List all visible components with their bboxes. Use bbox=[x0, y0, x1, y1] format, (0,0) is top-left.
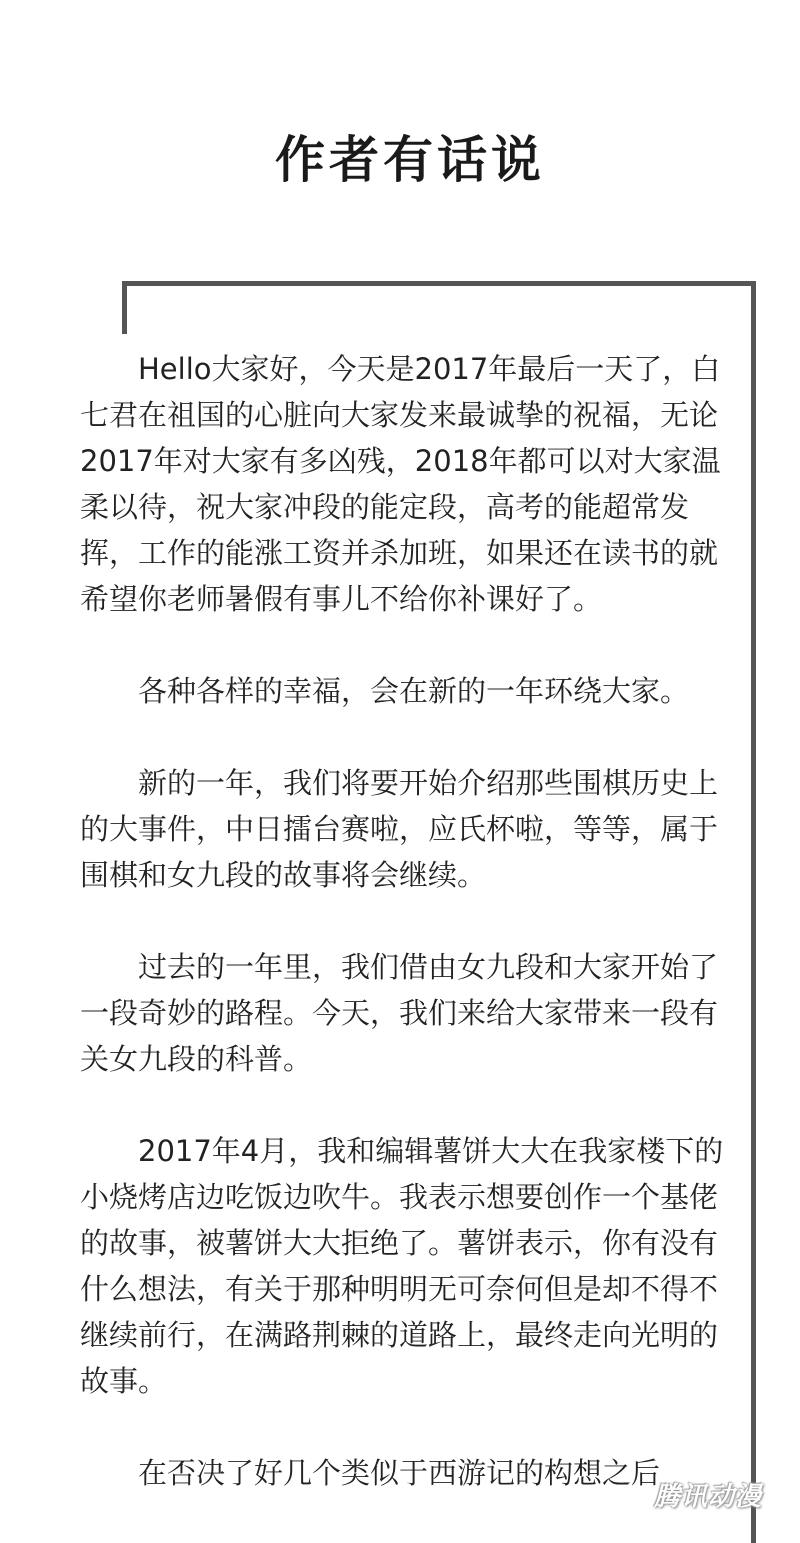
frame-right-border bbox=[751, 281, 756, 1543]
frame-left-border bbox=[122, 281, 127, 334]
paragraph: 过去的一年里，我们借由女九段和大家开始了一段奇妙的路程。今天，我们来给大家带来一段有关女九段的科普。 bbox=[80, 950, 719, 1076]
frame-top-border bbox=[122, 281, 756, 286]
page-title: 作者有话说 bbox=[275, 130, 545, 189]
watermark-logo: 腾讯动漫 bbox=[654, 1482, 763, 1512]
paragraph: 在否决了好几个类似于西游记的构想之后 bbox=[138, 1456, 661, 1490]
paragraph: 各种各样的幸福，会在新的一年环绕大家。 bbox=[138, 674, 690, 708]
paragraph: 新的一年，我们将要开始介绍那些围棋历史上的大事件，中日擂台赛啦，应氏杯啦，等等，属于围棋和女九段的故事将会继续。 bbox=[80, 766, 719, 892]
paragraph: Hello大家好，今天是2017年最后一天了，白七君在祖国的心脏向大家发来最诚挚的祝福，无论2017年对大家有多凶残，2018年都可以对大家温柔以待，祝大家冲段的能定段，高考的能超常发挥，工作的能涨工资并杀加班，如果还在读书的就希望你老师暑假有事儿不给你补课好了。 bbox=[80, 352, 721, 616]
paragraph: 2017年4月，我和编辑薯饼大大在我家楼下的小烧烤店边吃饭边吹牛。我表示想要创作一个基佬的故事，被薯饼大大拒绝了。薯饼表示，你有没有什么想法，有关于那种明明无可奈何但是却不得不继续前行，在满路荆棘的道路上，最终走向光明的故事。 bbox=[80, 1134, 724, 1398]
author-note-body bbox=[80, 346, 730, 1542]
